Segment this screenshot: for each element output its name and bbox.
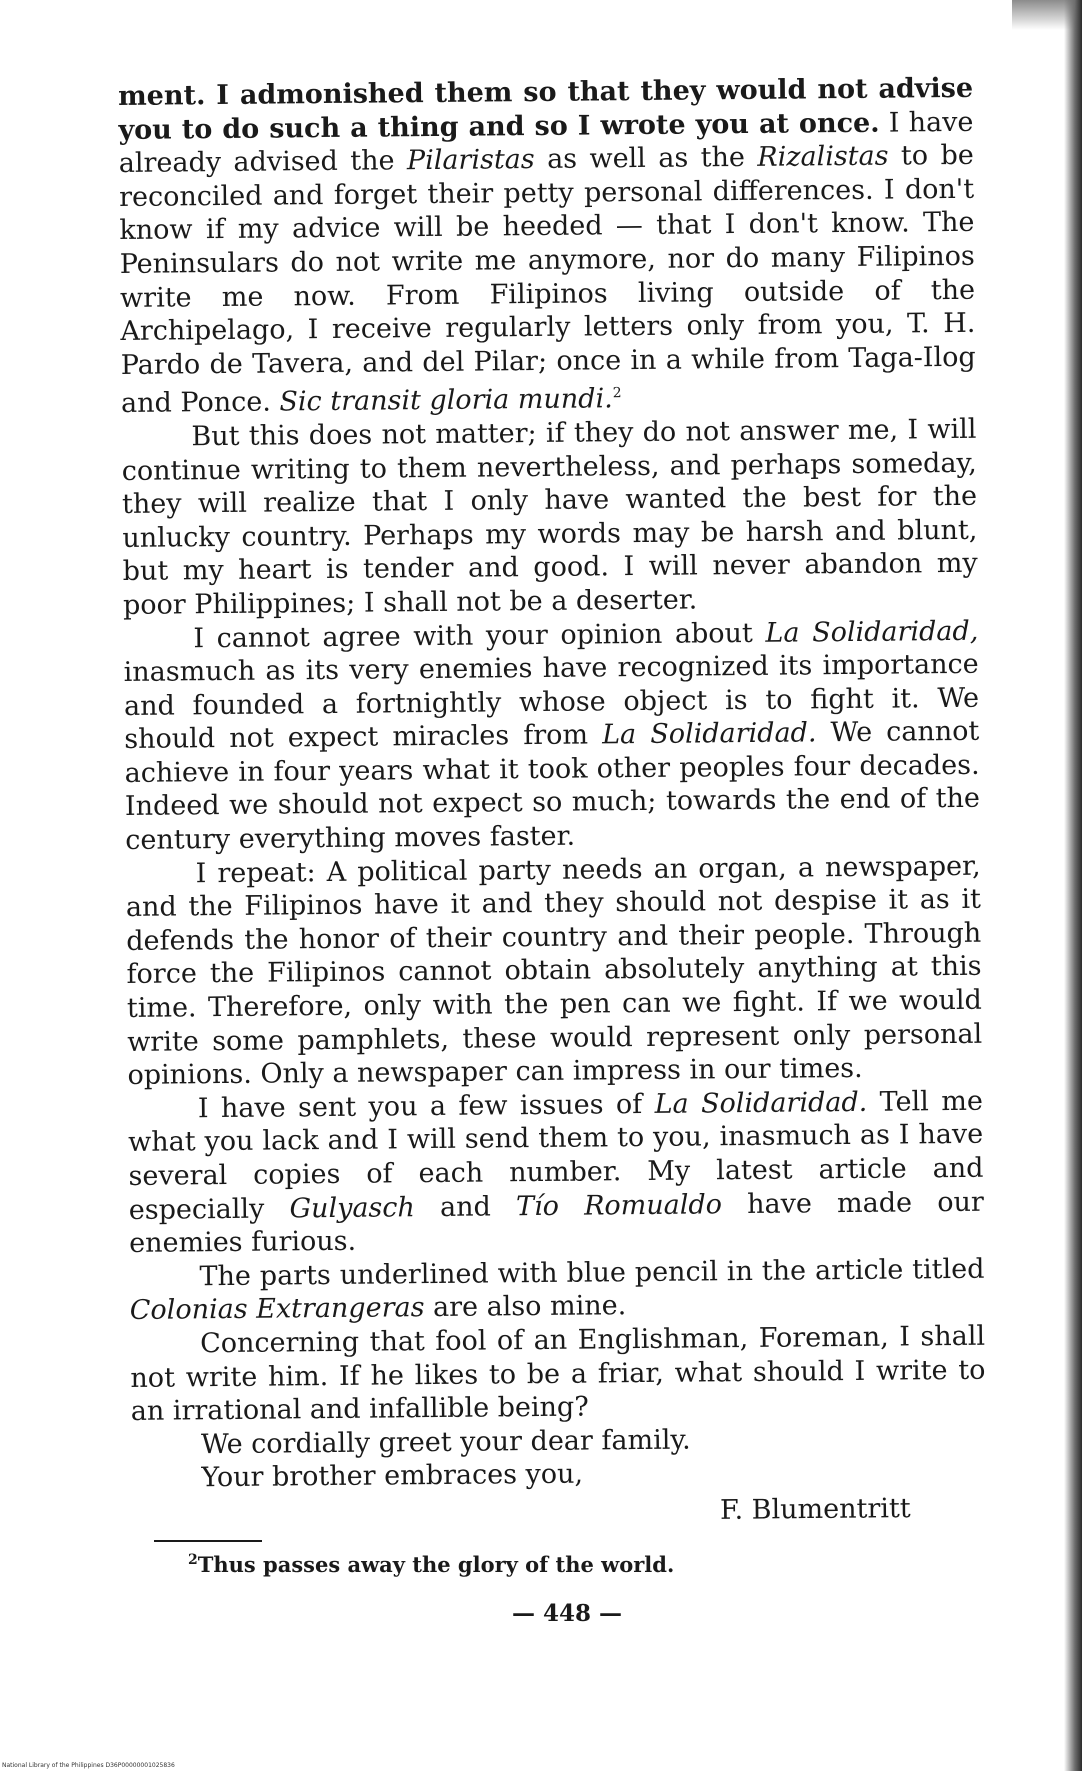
title-la-solidaridad: La Solidaridad, xyxy=(765,615,979,649)
footnote xyxy=(188,1552,674,1577)
scan-credit: National Library of the Philippines D36P00000001025836 xyxy=(2,1762,175,1769)
paragraph-4: I repeat: A political party needs an organ, a newspaper, and the Filipinos have it and they should not despise it as it defends the honor of their country and their people. Through force the Filipinos cannot obtain absolutely anything at this time. Therefore, only with the pen can we fight. If we would write some pamphlets, these would represent only personal opinions. Only a newspaper can impress in our times. xyxy=(125,850,983,1092)
paragraph-7: Concerning that fool of an Englishman, Foreman, I shall not write him. If he likes to be a friar, what should I write to an irrational and infallible being? xyxy=(130,1320,986,1428)
title-la-solidaridad: La Solidaridad. xyxy=(602,717,817,751)
scan-shadow-edge xyxy=(1064,0,1082,1771)
title-la-solidaridad: La Solidaridad. xyxy=(654,1086,868,1120)
paragraph-1-bold-lead: ment. I admonished them so that they would not advise you to do such a thing and so I wrote you at once. xyxy=(118,72,974,146)
closing-greeting: We cordially greet your dear family. xyxy=(200,1424,691,1461)
signature: F. Blumentritt xyxy=(719,1493,911,1526)
paragraph-3: I cannot agree with your opinion about La Solidaridad, inasmuch as its very enemies have recognized its importance and founded a fortnightly whose object is to fight it. We should not expect miracles from La Solidaridad. We cannot achieve in four years what it took other peoples four decades. Indeed we should not expect so much; towards the end of the century everything moves faster. xyxy=(123,615,981,857)
term-pilaristas: Pilaristas xyxy=(406,144,535,177)
letter-body xyxy=(118,72,987,1496)
footnote-reference: 2 xyxy=(612,385,622,402)
latin-phrase: Sic transit gloria mundi. xyxy=(279,383,613,418)
title-tio-romualdo: Tío Romualdo xyxy=(515,1188,723,1222)
page-number: — 448 — xyxy=(512,1600,623,1627)
footnote-text: Thus passes away the glory of the world. xyxy=(197,1552,675,1577)
title-gulyasch: Gulyasch xyxy=(289,1191,415,1224)
paragraph-6: The parts underlined with blue pencil in the article titled Colonias Extrangeras are also mine. xyxy=(129,1253,985,1327)
footnote-divider xyxy=(154,1540,262,1542)
paragraph-2: But this does not matter; if they do not answer me, I will continue writing to them nevertheless, and perhaps someday, they will realize that I only have wanted the best for the unlucky country. Perhaps my words may be harsh and blunt, but my heart is tender and good. I will never abandon my poor Philippines; I shall not be a deserter. xyxy=(121,413,978,621)
title-colonias-extrangeras: Colonias Extrangeras xyxy=(129,1292,425,1327)
paragraph-5: I have sent you a few issues of La Solidaridad. Tell me what you lack and I will send them to you, inasmuch as I have several copies of each number. My latest article and especially Gulyasch and Tío Romualdo have made our enemies furious. xyxy=(128,1085,984,1260)
term-rizalistas: Rizalistas xyxy=(757,140,889,174)
paragraph-1: ment. I admonished them so that they would not advise you to do such a thing and so I wrote you at once. I have already advised the Pilaristas as well as the Rizalistas to be reconciled and forget their petty personal differences. I don't know if my advice will be heeded — that I don't know. The Peninsulars do not write me anymore, nor do many Filipinos write me now. From Filipinos living outside of the Archipelago, I receive regularly letters only from you, T. H. Pardo de Tavera, and del Pilar; once in a while from Taga-Ilog and Ponce. Sic transit gloria mundi.$^2$ xyxy=(118,72,976,420)
footnote-marker: 2 xyxy=(188,1552,198,1568)
closing-line: Your brother embraces you, xyxy=(201,1458,584,1494)
